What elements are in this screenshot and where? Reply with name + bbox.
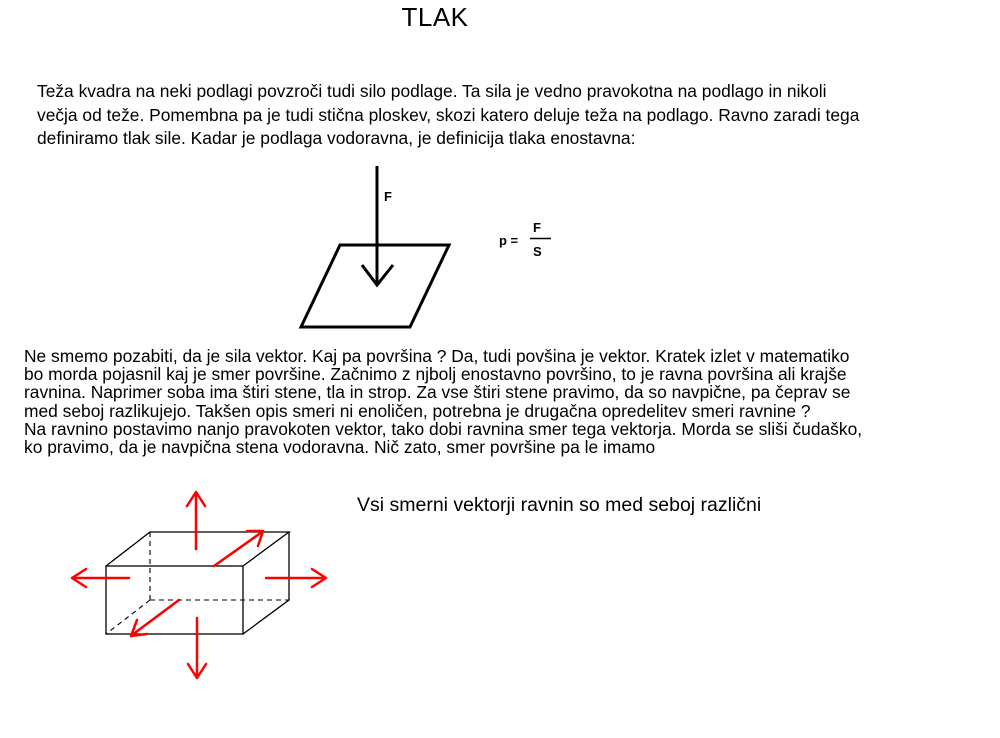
- normal-back-arrow: [214, 531, 263, 566]
- normal-right-arrow: [266, 569, 326, 587]
- box-caption: Vsi smerni vektorji ravnin so med seboj različni: [357, 494, 762, 516]
- body-paragraph: [24, 347, 996, 456]
- body-line: med seboj razlikujejo. Takšen opis smeri ni enoličen, potrebna je drugačna opredelitev smeri ravnine ?: [24, 400, 811, 421]
- formula-lhs: p =: [499, 233, 519, 248]
- intro-line: definiramo tlak sile. Kadar je podlaga vodoravna, je definicija tlaka enostavna:: [37, 128, 636, 148]
- intro-line: večja od teže. Pomembna pa je tudi stična ploskev, skozi katero deluje teža na podlago. Ravno zaradi tega: [37, 104, 860, 125]
- normal-down-arrow: [188, 618, 206, 678]
- body-line: ko pravimo, da je navpična stena vodoravna. Nič zato, smer površine pa le imamo: [24, 437, 656, 458]
- body-line: Ne smemo pozabiti, da je sila vektor. Kaj pa površina ? Da, tudi povšina je vektor. Kratek izlet v matematiko: [24, 346, 850, 366]
- force-label: F: [384, 189, 392, 204]
- normal-left-arrow: [72, 569, 129, 587]
- formula-denominator: S: [533, 244, 542, 259]
- box-right-edges: [243, 532, 289, 634]
- normal-front-arrow: [131, 600, 179, 636]
- formula-numerator: F: [533, 220, 541, 235]
- box-diagram: [72, 492, 326, 678]
- pressure-formula: [499, 220, 551, 259]
- body-line: Na ravnino postavimo nanjo pravokoten vektor, tako dobi ravnina smer tega vektorja. Morda se sliši čudaško,: [24, 418, 863, 439]
- page-title: TLAK: [401, 2, 469, 32]
- normal-up-arrow: [187, 492, 205, 549]
- intro-line: Teža kvadra na neki podlagi povzroči tudi silo podlage. Ta sila je vedno pravokotna na podlago in nikoli: [37, 81, 827, 101]
- body-line: ravnina. Naprimer soba ima štiri stene, tla in strop. Za vse štiri stene pravimo, da so navpične, pa čeprav se: [24, 382, 851, 403]
- body-line: bo morda pojasnil kaj je smer površine. Začnimo z njbolj enostavno površino, to je ravna površina ali krajše: [24, 364, 847, 385]
- pressure-diagram: [301, 166, 449, 327]
- surface-parallelogram: [301, 245, 449, 327]
